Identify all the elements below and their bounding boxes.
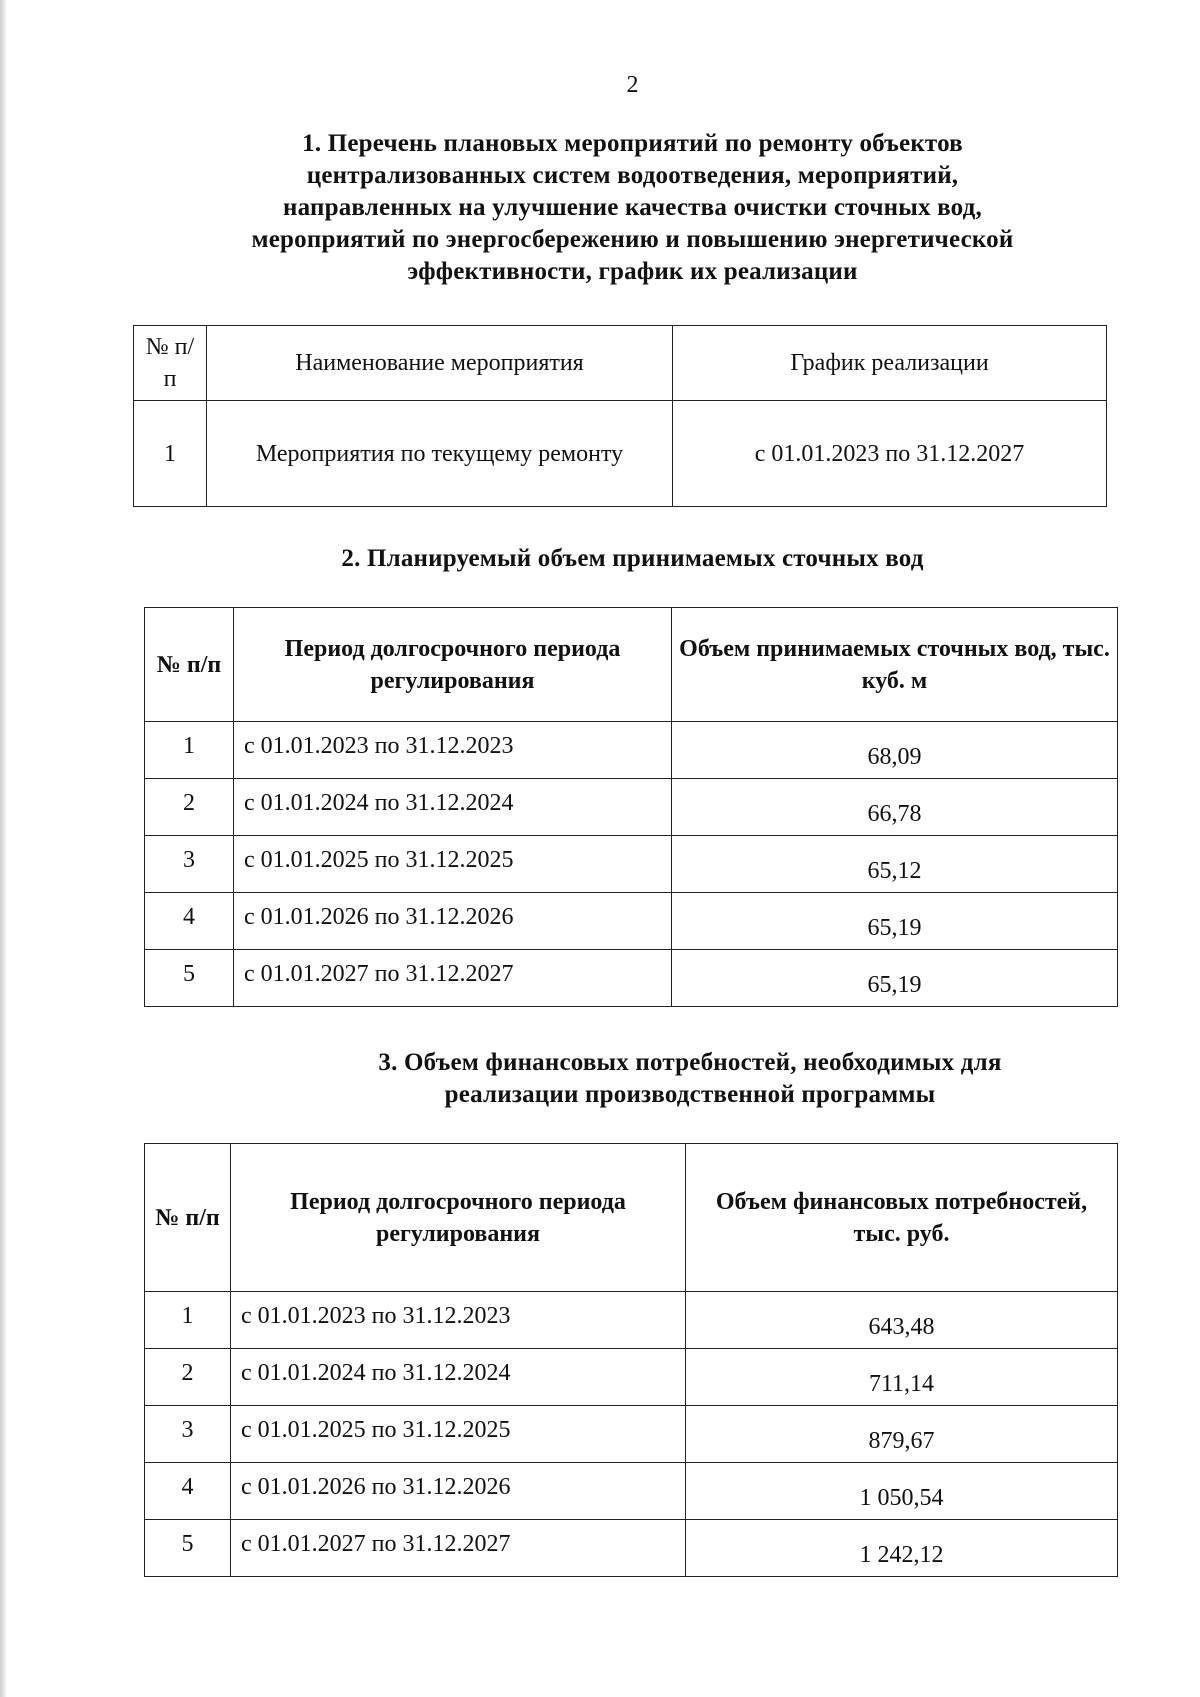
section-3-title-line: 3. Объем финансовых потребностей, необходимых для: [378, 1049, 1002, 1076]
table-row: [145, 893, 1118, 950]
row-number: 3: [145, 836, 234, 893]
financial-value: 1 050,54: [686, 1463, 1118, 1520]
table-row: [145, 1520, 1118, 1577]
financial-value: 711,14: [686, 1349, 1118, 1406]
row-number: 4: [145, 893, 234, 950]
financial-value: 643,48: [686, 1292, 1118, 1349]
activity-name: Мероприятия по текущему ремонту: [207, 401, 673, 507]
period: с 01.01.2024 по 31.12.2024: [234, 779, 672, 836]
row-number: 3: [145, 1406, 231, 1463]
section-1-title-line: мероприятий по энергосбережению и повышению энергетической: [251, 226, 1014, 253]
section-3-title: [260, 1047, 1120, 1111]
table-row: [145, 1349, 1118, 1406]
period: с 01.01.2027 по 31.12.2027: [231, 1520, 686, 1577]
row-number: 4: [145, 1463, 231, 1520]
row-number: 5: [145, 1520, 231, 1577]
table-row: [145, 722, 1118, 779]
volume-value: 66,78: [672, 779, 1118, 836]
schedule: с 01.01.2023 по 31.12.2027: [673, 401, 1107, 507]
period: с 01.01.2025 по 31.12.2025: [234, 836, 672, 893]
table-header-row: [145, 1144, 1118, 1292]
row-number: 1: [145, 722, 234, 779]
table-header-row: [145, 608, 1118, 722]
header-financial-volume: Объем финансовых потребностей, тыс. руб.: [686, 1144, 1118, 1292]
row-number: 5: [145, 950, 234, 1007]
table-row: [145, 1292, 1118, 1349]
volume-value: 65,19: [672, 950, 1118, 1007]
section-3-title-line: реализации производственной программы: [444, 1081, 936, 1108]
section-2-title: [150, 543, 1115, 575]
header-number: № п/п: [145, 1144, 231, 1292]
page-number: 2: [626, 72, 639, 98]
header-volume: Объем принимаемых сточных вод, тыс. куб. м: [672, 608, 1118, 722]
period: с 01.01.2026 по 31.12.2026: [234, 893, 672, 950]
header-period: Период долгосрочного периода регулирования: [231, 1144, 686, 1292]
financial-value: 1 242,12: [686, 1520, 1118, 1577]
volume-value: 68,09: [672, 722, 1118, 779]
table-row: [145, 836, 1118, 893]
period: с 01.01.2023 по 31.12.2023: [231, 1292, 686, 1349]
table-row: [145, 779, 1118, 836]
header-activity-name: Наименование мероприятия: [207, 326, 673, 401]
period: с 01.01.2027 по 31.12.2027: [234, 950, 672, 1007]
header-number: № п/п: [145, 608, 234, 722]
period: с 01.01.2023 по 31.12.2023: [234, 722, 672, 779]
volume-value: 65,19: [672, 893, 1118, 950]
period: с 01.01.2024 по 31.12.2024: [231, 1349, 686, 1406]
section-1-title: [150, 128, 1115, 288]
table-row: [134, 401, 1107, 507]
volume-value: 65,12: [672, 836, 1118, 893]
section-2-title-line: 2. Планируемый объем принимаемых сточных вод: [341, 545, 924, 572]
header-number: № п/п: [134, 326, 207, 401]
activities-table: [133, 325, 1107, 507]
section-1-title-line: эффективности, график их реализации: [407, 258, 858, 285]
financial-value: 879,67: [686, 1406, 1118, 1463]
period: с 01.01.2026 по 31.12.2026: [231, 1463, 686, 1520]
financial-needs-table: [144, 1143, 1118, 1577]
table-row: [145, 1406, 1118, 1463]
row-number: 1: [145, 1292, 231, 1349]
header-period: Период долгосрочного периода регулирования: [234, 608, 672, 722]
section-1-title-line: направленных на улучшение качества очистки сточных вод,: [283, 194, 982, 221]
row-number: 1: [134, 401, 207, 507]
period: с 01.01.2025 по 31.12.2025: [231, 1406, 686, 1463]
section-1-title-line: централизованных систем водоотведения, мероприятий,: [306, 162, 959, 189]
table-row: [145, 950, 1118, 1007]
wastewater-volume-table: [144, 607, 1118, 1007]
row-number: 2: [145, 779, 234, 836]
table-row: [145, 1463, 1118, 1520]
scan-edge: [0, 0, 6, 1697]
header-schedule: График реализации: [673, 326, 1107, 401]
table-header-row: [134, 326, 1107, 401]
section-1-title-line: 1. Перечень плановых мероприятий по ремонту объектов: [302, 130, 963, 157]
row-number: 2: [145, 1349, 231, 1406]
